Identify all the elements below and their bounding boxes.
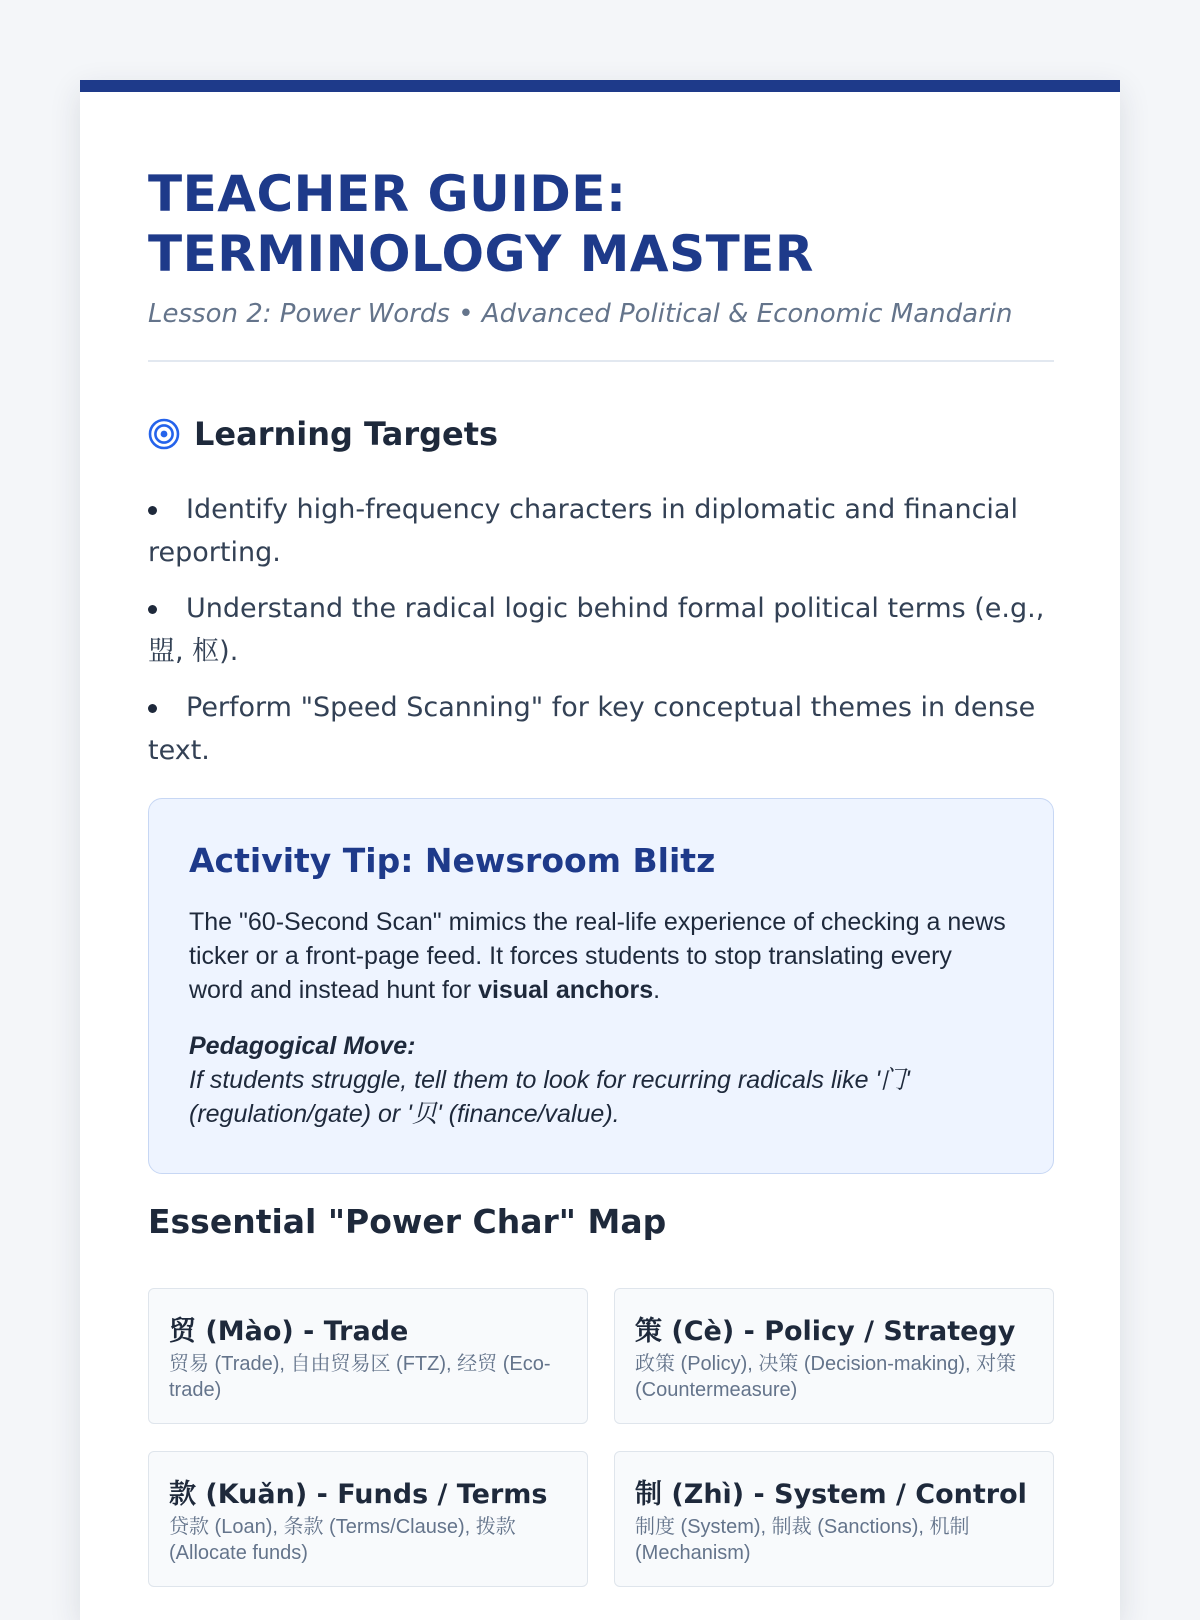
char-card-title: 款 (Kuǎn) - Funds / Terms: [169, 1479, 548, 1510]
char-card-title: 贸 (Mào) - Trade: [169, 1316, 409, 1347]
header-divider: [148, 360, 1054, 362]
activity-tip-title: Activity Tip: Newsroom Blitz: [189, 841, 716, 880]
learning-targets-list: [148, 488, 1054, 785]
list-item-text: Perform "Speed Scanning" for key conceptual themes in dense text.: [148, 692, 1036, 766]
char-card-title: 策 (Cè) - Policy / Strategy: [635, 1316, 1016, 1347]
bullet-icon: [148, 704, 157, 713]
activity-tip-body-end: .: [653, 976, 661, 1004]
bullet-icon: [148, 506, 157, 515]
page-subtitle: Lesson 2: Power Words • Advanced Political & Economic Mandarin: [148, 299, 1013, 329]
learning-targets-title: Learning Targets: [194, 415, 499, 453]
list-item: [148, 587, 1054, 673]
learning-targets-heading: [148, 414, 498, 454]
list-item: [148, 488, 1054, 574]
activity-tip-body: [189, 905, 1013, 1007]
activity-tip-body-text: The "60-Second Scan" mimics the real-life experience of checking a news ticker or a front-page feed. It forces students to stop translating every word and instead hunt for: [189, 908, 1006, 1004]
list-item: [148, 686, 1054, 772]
char-card-ce: [614, 1288, 1054, 1424]
char-map-grid: [148, 1288, 1054, 1587]
char-card-examples: 贸易 (Trade), 自由贸易区 (FTZ), 经贸 (Eco-trade): [169, 1353, 551, 1401]
char-card-examples: 政策 (Policy), 决策 (Decision-making), 对策 (Countermeasure): [635, 1353, 1017, 1401]
char-card-examples: 贷款 (Loan), 条款 (Terms/Clause), 拨款 (Allocate funds): [169, 1516, 516, 1564]
list-item-text: Understand the radical logic behind formal political terms (e.g., 盟, 枢).: [148, 593, 1045, 667]
char-map-heading: Essential "Power Char" Map: [148, 1202, 667, 1241]
char-card-examples: 制度 (System), 制裁 (Sanctions), 机制 (Mechanism): [635, 1516, 970, 1564]
char-card-title: 制 (Zhì) - System / Control: [635, 1479, 1027, 1510]
char-card-kuan: [148, 1451, 588, 1587]
activity-tip-emphasis: visual anchors: [478, 976, 654, 1004]
char-card-zhi: [614, 1451, 1054, 1587]
activity-tip-box: [148, 798, 1054, 1174]
page-title: TEACHER GUIDE: TERMINOLOGY MASTER: [148, 165, 814, 283]
guide-sheet: [80, 80, 1120, 1620]
pedagogical-move-label: Pedagogical Move:: [189, 1032, 416, 1060]
target-icon: [148, 418, 180, 450]
char-card-mao: [148, 1288, 588, 1424]
pedagogical-move-text: If students struggle, tell them to look for recurring radicals like '门' (regulation/gate) or '贝' (finance/value).: [189, 1066, 910, 1128]
bullet-icon: [148, 605, 157, 614]
list-item-text: Identify high-frequency characters in diplomatic and financial reporting.: [148, 494, 1018, 568]
